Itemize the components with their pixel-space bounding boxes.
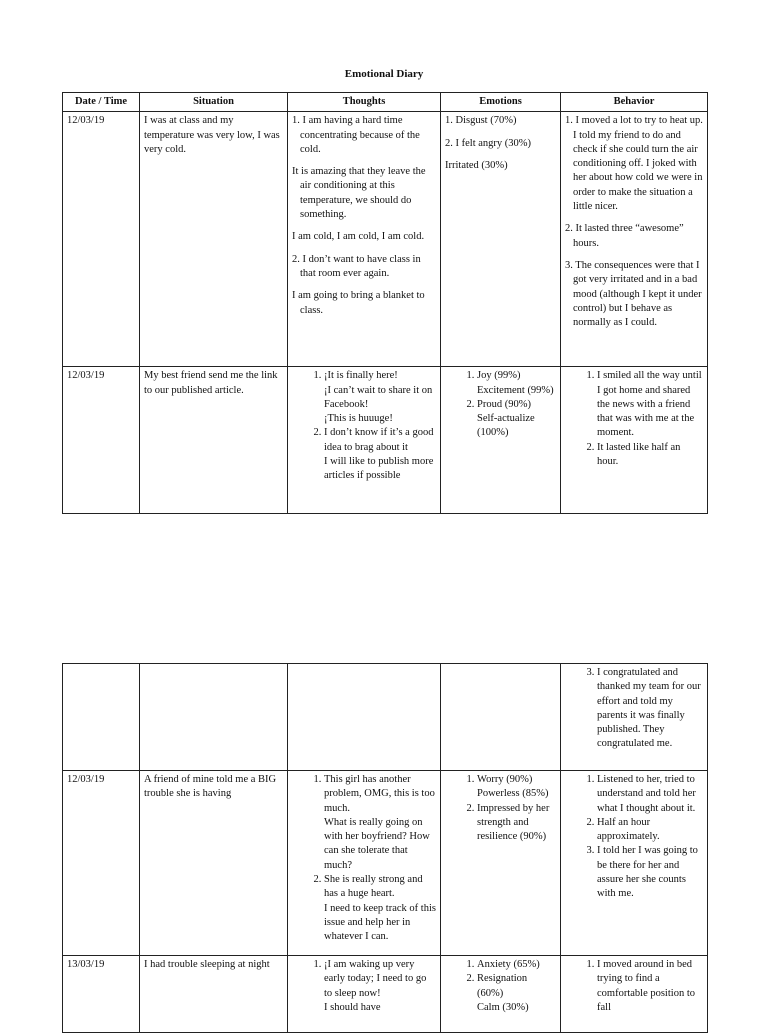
emotion-line: 1. Worry (90%): [477, 774, 533, 785]
thoughts-list: [292, 369, 436, 483]
cell-behavior: [561, 771, 708, 956]
table-row: [63, 956, 708, 1033]
cell-date: 12/03/19: [63, 112, 140, 367]
thoughts-list: [292, 773, 436, 945]
thought-paragraph: It is amazing that they leave the air conditioning at this temperature, we should do something.: [292, 166, 426, 221]
emotion-paragraph: 2. I felt angry (30%): [445, 137, 532, 149]
list-item: [477, 972, 556, 1015]
emotion-line: 1. Anxiety (65%): [477, 959, 540, 970]
behavior-list: [565, 958, 703, 1015]
list-item: 1. I smiled all the way until I got home and shared the news with a friend that was with me at the moment.: [597, 369, 703, 440]
cell-thoughts: [288, 367, 441, 514]
list-item: [477, 773, 556, 802]
header-behavior: Behavior: [561, 93, 708, 112]
behavior-list: [565, 666, 703, 752]
list-item: 1. Listened to her, tried to understand and told her what I thought about it.: [597, 773, 703, 816]
list-item: 3. I congratulated and thanked my team for our effort and told my parents it was finally published. They congratulated me.: [597, 666, 703, 752]
thought-paragraph: I am cold, I am cold, I am cold.: [292, 231, 425, 243]
header-emotions: Emotions: [441, 93, 561, 112]
thought-paragraph: 1. I am having a hard time concentrating because of the cold.: [292, 115, 420, 155]
emotion-line: Excitement (99%): [477, 384, 554, 396]
cell-situation: I was at class and my temperature was very low, I was very cold.: [140, 112, 288, 367]
emotions-list: [445, 773, 556, 844]
thought-line: I will like to publish more articles if possible: [324, 456, 434, 482]
cell-date: 12/03/19: [63, 367, 140, 514]
cell-thoughts: [288, 956, 441, 1033]
cell-thoughts: [288, 112, 441, 367]
header-situation: Situation: [140, 93, 288, 112]
table-row: [63, 112, 708, 367]
behavior-list: [565, 773, 703, 902]
emotional-diary-table: [62, 92, 708, 514]
emotions-list: [445, 369, 556, 440]
list-item: [477, 398, 556, 441]
cell-date: 13/03/19: [63, 956, 140, 1033]
emotion-line: Self-actualize (100%): [477, 413, 535, 439]
list-item: [477, 958, 556, 972]
emotional-diary-table-continued: [62, 663, 708, 1033]
list-item: [324, 773, 436, 873]
thought-line: I should have: [324, 1001, 381, 1013]
table-row: [63, 771, 708, 956]
header-thoughts: Thoughts: [288, 93, 441, 112]
cell-date: [63, 664, 140, 771]
cell-situation: I had trouble sleeping at night: [140, 956, 288, 1033]
cell-emotions: [441, 367, 561, 514]
thought-line: 1. ¡I am waking up very early today; I need to go to sleep now!: [324, 959, 427, 999]
thought-line: What is really going on with her boyfriend? How can she tolerate that much?: [324, 816, 430, 871]
list-item: 3. I told her I was going to be there for her and assure her she counts with me.: [597, 844, 703, 901]
emotion-paragraph: Irritated (30%): [445, 159, 508, 171]
emotion-line: 2. Resignation (60%): [477, 973, 528, 999]
table-row: [63, 367, 708, 514]
thought-line: ¡This is huuuge!: [324, 413, 393, 425]
thoughts-list: [292, 958, 436, 1015]
emotion-line: Powerless (85%): [477, 788, 549, 800]
header-row: [63, 93, 708, 112]
thought-line: I need to keep track of this issue and help her in whatever I can.: [324, 902, 436, 943]
list-item: 2. Half an hour approximately.: [597, 816, 703, 845]
cell-emotions: [441, 112, 561, 367]
cell-emotions: [441, 956, 561, 1033]
cell-behavior: [561, 112, 708, 367]
list-item: [477, 369, 556, 398]
emotion-line: Calm (30%): [477, 1001, 529, 1013]
emotion-line: 2. Proud (90%): [477, 398, 531, 410]
thought-paragraph: 2. I don’t want to have class in that room ever again.: [292, 253, 421, 279]
behavior-paragraph: 2. It lasted three “awesome” hours.: [565, 223, 684, 249]
cell-behavior: [561, 664, 708, 771]
list-item: [324, 369, 436, 426]
table-row: [63, 664, 708, 771]
thought-line: 1. ¡It is finally here!: [324, 370, 398, 382]
thought-line: ¡I can’t wait to share it on Facebook!: [324, 384, 433, 410]
behavior-list: [565, 369, 703, 469]
cell-date: 12/03/19: [63, 771, 140, 956]
list-item: 1. I moved around in bed trying to find a comfortable position to fall: [597, 958, 703, 1015]
cell-emotions: [441, 771, 561, 956]
thought-line: 2. I don’t know if it’s a good idea to brag about it: [324, 427, 434, 453]
document-title: Emotional Diary: [344, 68, 424, 80]
cell-thoughts: [288, 771, 441, 956]
list-item: [477, 802, 556, 845]
thought-line: 2. She is really strong and has a huge heart.: [324, 874, 423, 900]
cell-thoughts: [288, 664, 441, 771]
behavior-paragraph: 1. I moved a lot to try to heat up. I told my friend to do and check if she could turn the air conditioning off. I joked with her about how cold we were in order to make the situation a little nicer.: [565, 115, 703, 213]
behavior-paragraph: 3. The consequences were that I got very irritated and in a bad mood (although I kept it under control) but I behave as normally as I could.: [565, 259, 702, 329]
emotion-line: 1. Joy (99%): [477, 370, 521, 382]
cell-behavior: [561, 367, 708, 514]
header-date: Date / Time: [63, 93, 140, 112]
cell-emotions: [441, 664, 561, 771]
list-item: [324, 958, 436, 1015]
emotions-list: [445, 958, 556, 1015]
thought-paragraph: I am going to bring a blanket to class.: [292, 290, 425, 316]
cell-situation: My best friend send me the link to our published article.: [140, 367, 288, 514]
cell-situation: [140, 664, 288, 771]
list-item: [324, 426, 436, 483]
cell-behavior: [561, 956, 708, 1033]
thought-line: 1. This girl has another problem, OMG, this is too much.: [324, 774, 435, 814]
list-item: [324, 873, 436, 944]
emotion-line: 2. Impressed by her strength and resilience (90%): [477, 802, 550, 843]
emotion-paragraph: 1. Disgust (70%): [445, 115, 517, 127]
list-item: 2. It lasted like half an hour.: [597, 441, 703, 470]
cell-situation: A friend of mine told me a BIG trouble she is having: [140, 771, 288, 956]
